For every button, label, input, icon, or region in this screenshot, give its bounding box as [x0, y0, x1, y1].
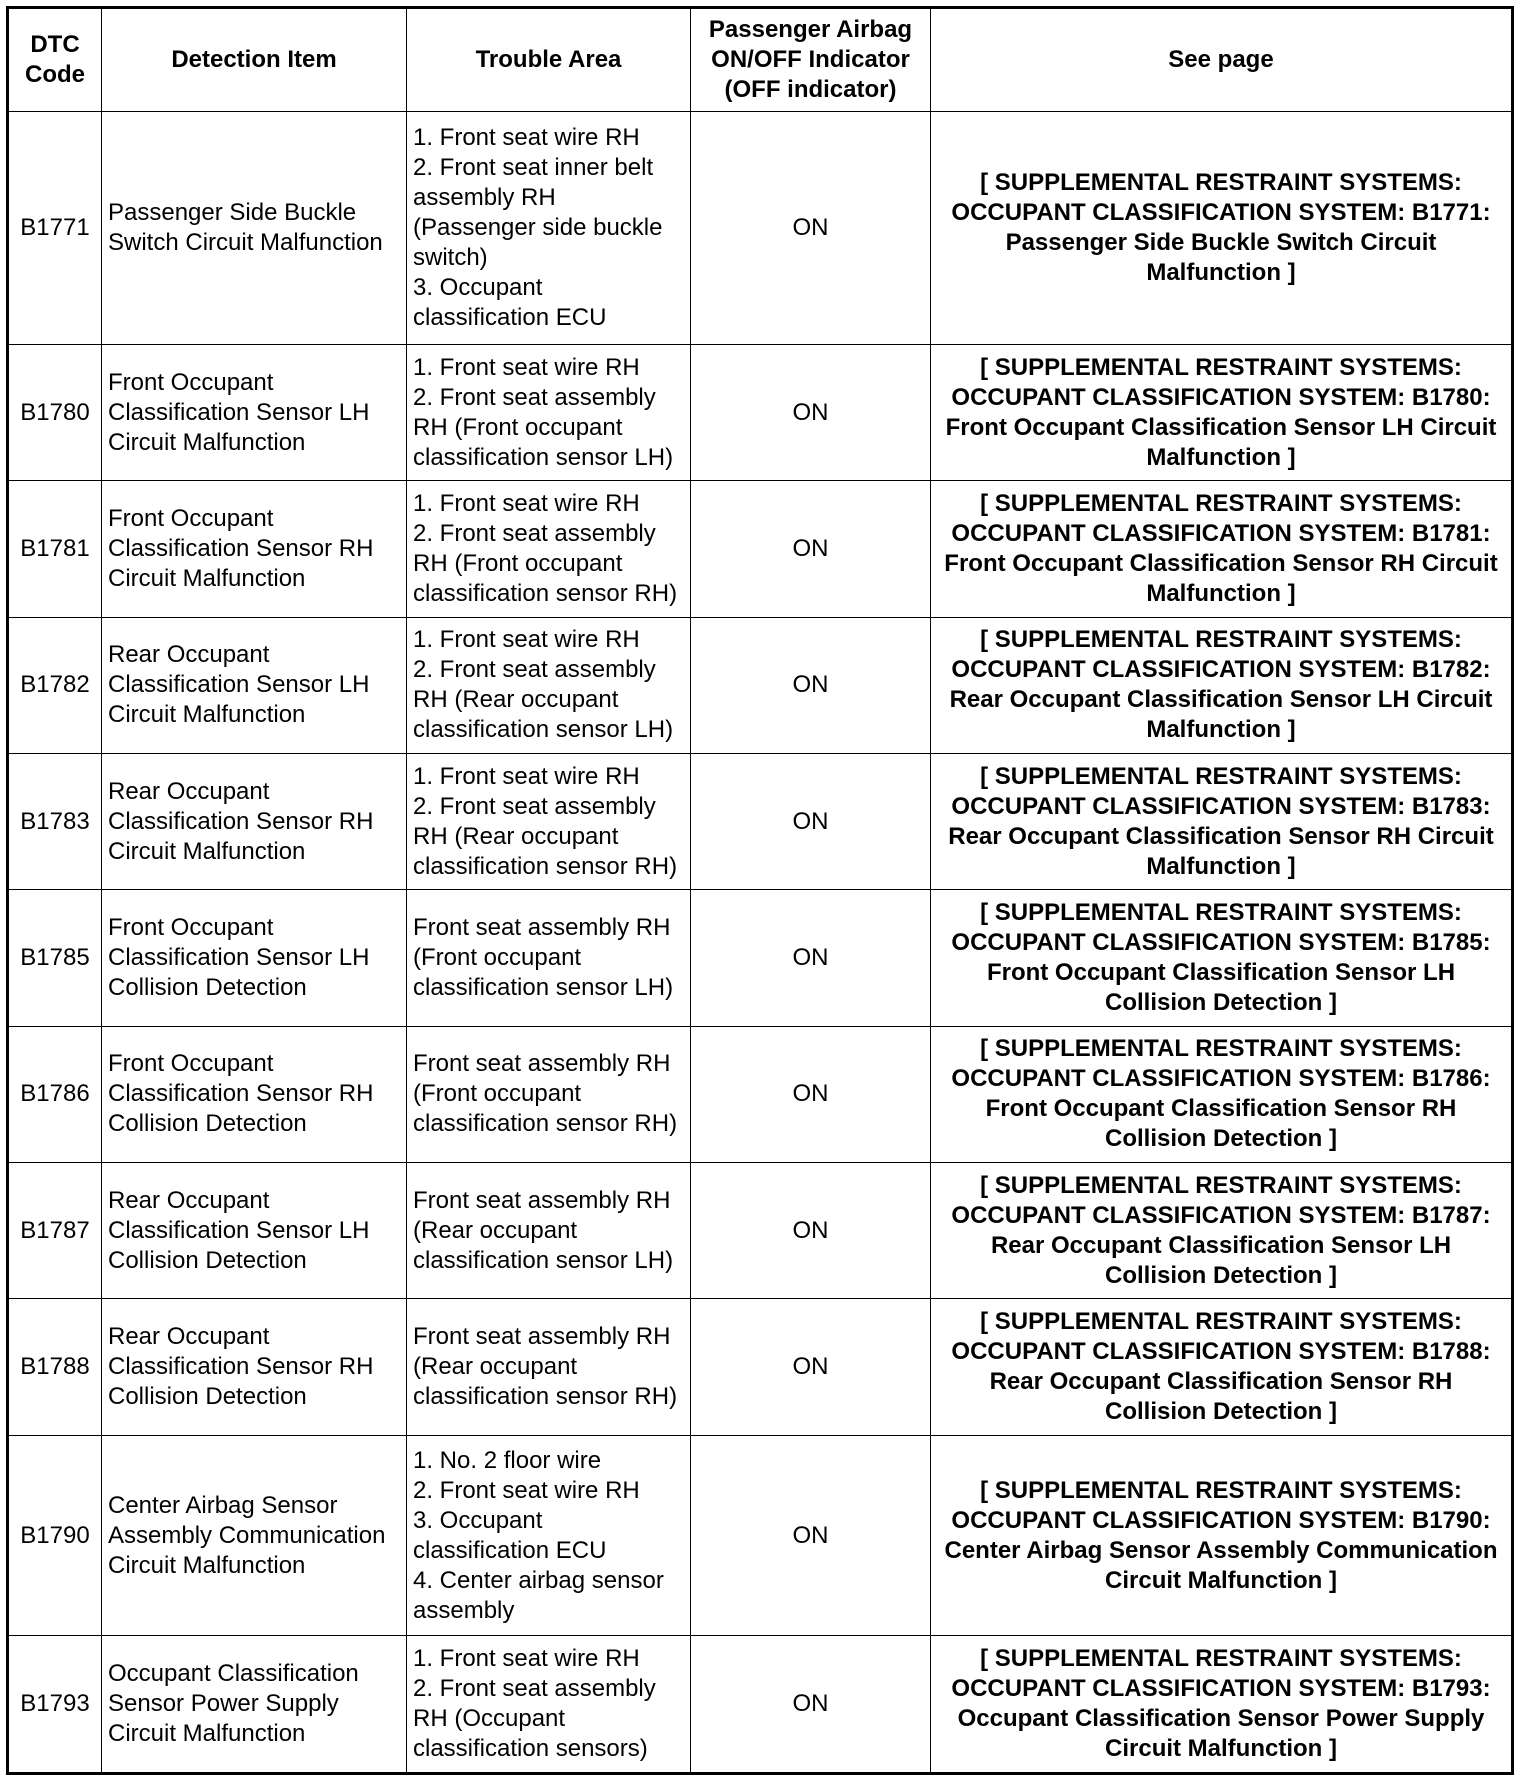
- detection-item-cell: Center Airbag Sensor Assembly Communication Circuit Malfunction: [102, 1435, 407, 1636]
- table-row: [8, 890, 1513, 1026]
- trouble-area-cell: [407, 1435, 691, 1636]
- header-indicator: Passenger Airbag ON/OFF Indicator (OFF indicator): [691, 8, 931, 112]
- table-row: [8, 112, 1513, 345]
- trouble-area-text: 1. Front seat wire RH 2. Front seat assembly RH (Rear occupant classification sensor LH): [413, 626, 674, 744]
- trouble-area-text: Front seat assembly RH (Front occupant classification sensor LH): [413, 914, 674, 1002]
- see-page-link[interactable]: [ SUPPLEMENTAL RESTRAINT SYSTEMS: OCCUPANT CLASSIFICATION SYSTEM: B1790: Center Airbag Sensor Assembly Communication Circuit Malfunction ]: [931, 1435, 1513, 1636]
- detection-item-cell: Front Occupant Classification Sensor RH Collision Detection: [102, 1026, 407, 1162]
- dtc-table: [6, 6, 1514, 1775]
- indicator-cell: ON: [691, 1163, 931, 1299]
- indicator-cell: ON: [691, 344, 931, 480]
- trouble-area-cell: [407, 617, 691, 753]
- see-page-link[interactable]: [ SUPPLEMENTAL RESTRAINT SYSTEMS: OCCUPANT CLASSIFICATION SYSTEM: B1782: Rear Occupant Classification Sensor LH Circuit Malfunction ]: [931, 617, 1513, 753]
- trouble-area-cell: [407, 1163, 691, 1299]
- table-row: [8, 754, 1513, 890]
- trouble-area-text: 1. Front seat wire RH 2. Front seat assembly RH (Occupant classification sensors): [413, 1645, 656, 1763]
- see-page-link[interactable]: [ SUPPLEMENTAL RESTRAINT SYSTEMS: OCCUPANT CLASSIFICATION SYSTEM: B1788: Rear Occupant Classification Sensor RH Collision Detection ]: [931, 1299, 1513, 1435]
- indicator-cell: ON: [691, 754, 931, 890]
- dtc-code-cell: B1783: [8, 754, 102, 890]
- see-page-link[interactable]: [ SUPPLEMENTAL RESTRAINT SYSTEMS: OCCUPANT CLASSIFICATION SYSTEM: B1780: Front Occupant Classification Sensor LH Circuit Malfunction ]: [931, 344, 1513, 480]
- indicator-cell: ON: [691, 617, 931, 753]
- trouble-area-cell: [407, 1299, 691, 1435]
- table-row: [8, 617, 1513, 753]
- detection-item-cell: Passenger Side Buckle Switch Circuit Malfunction: [102, 112, 407, 345]
- trouble-area-text: Front seat assembly RH (Rear occupant classification sensor LH): [413, 1186, 674, 1274]
- see-page-link[interactable]: [ SUPPLEMENTAL RESTRAINT SYSTEMS: OCCUPANT CLASSIFICATION SYSTEM: B1783: Rear Occupant Classification Sensor RH Circuit Malfunction ]: [931, 754, 1513, 890]
- see-page-link[interactable]: [ SUPPLEMENTAL RESTRAINT SYSTEMS: OCCUPANT CLASSIFICATION SYSTEM: B1771: Passenger Side Buckle Switch Circuit Malfunction ]: [931, 112, 1513, 345]
- indicator-cell: ON: [691, 1299, 931, 1435]
- detection-item-cell: Rear Occupant Classification Sensor LH Circuit Malfunction: [102, 617, 407, 753]
- trouble-area-text: 1. Front seat wire RH 2. Front seat assembly RH (Front occupant classification sensor RH): [413, 489, 678, 607]
- dtc-code-cell: B1781: [8, 481, 102, 617]
- trouble-area-text: 1. Front seat wire RH 2. Front seat inner belt assembly RH (Passenger side buckle switch) 3. Occupant classification ECU: [413, 123, 663, 331]
- dtc-code-cell: B1788: [8, 1299, 102, 1435]
- indicator-cell: ON: [691, 112, 931, 345]
- dtc-code-cell: B1786: [8, 1026, 102, 1162]
- header-trouble-area: Trouble Area: [407, 8, 691, 112]
- table-row: [8, 481, 1513, 617]
- header-see-page: See page: [931, 8, 1513, 112]
- see-page-link[interactable]: [ SUPPLEMENTAL RESTRAINT SYSTEMS: OCCUPANT CLASSIFICATION SYSTEM: B1781: Front Occupant Classification Sensor RH Circuit Malfunction ]: [931, 481, 1513, 617]
- dtc-code-cell: B1780: [8, 344, 102, 480]
- trouble-area-cell: [407, 1026, 691, 1162]
- dtc-code-cell: B1785: [8, 890, 102, 1026]
- dtc-code-cell: B1771: [8, 112, 102, 345]
- indicator-cell: ON: [691, 890, 931, 1026]
- table-row: [8, 1435, 1513, 1636]
- table-row: [8, 344, 1513, 480]
- trouble-area-cell: [407, 112, 691, 345]
- trouble-area-cell: [407, 1636, 691, 1774]
- see-page-link[interactable]: [ SUPPLEMENTAL RESTRAINT SYSTEMS: OCCUPANT CLASSIFICATION SYSTEM: B1793: Occupant Classification Sensor Power Supply Circuit Malfunction ]: [931, 1636, 1513, 1774]
- trouble-area-cell: [407, 481, 691, 617]
- table-row: [8, 1636, 1513, 1774]
- trouble-area-cell: [407, 890, 691, 1026]
- detection-item-cell: Rear Occupant Classification Sensor RH Circuit Malfunction: [102, 754, 407, 890]
- indicator-cell: ON: [691, 1026, 931, 1162]
- see-page-link[interactable]: [ SUPPLEMENTAL RESTRAINT SYSTEMS: OCCUPANT CLASSIFICATION SYSTEM: B1785: Front Occupant Classification Sensor LH Collision Detection ]: [931, 890, 1513, 1026]
- detection-item-cell: Rear Occupant Classification Sensor LH Collision Detection: [102, 1163, 407, 1299]
- trouble-area-text: 1. No. 2 floor wire 2. Front seat wire RH 3. Occupant classification ECU 4. Center airbag sensor assembly: [413, 1446, 664, 1624]
- trouble-area-text: 1. Front seat wire RH 2. Front seat assembly RH (Rear occupant classification sensor RH): [413, 762, 678, 880]
- trouble-area-cell: [407, 344, 691, 480]
- trouble-area-cell: [407, 754, 691, 890]
- table-header-row: [8, 8, 1513, 112]
- see-page-link[interactable]: [ SUPPLEMENTAL RESTRAINT SYSTEMS: OCCUPANT CLASSIFICATION SYSTEM: B1786: Front Occupant Classification Sensor RH Collision Detection ]: [931, 1026, 1513, 1162]
- dtc-code-cell: B1793: [8, 1636, 102, 1774]
- indicator-cell: ON: [691, 1435, 931, 1636]
- trouble-area-text: Front seat assembly RH (Rear occupant classification sensor RH): [413, 1323, 678, 1411]
- table-row: [8, 1163, 1513, 1299]
- dtc-code-cell: B1790: [8, 1435, 102, 1636]
- table-row: [8, 1026, 1513, 1162]
- header-dtc-code: DTC Code: [8, 8, 102, 112]
- detection-item-cell: Front Occupant Classification Sensor LH Circuit Malfunction: [102, 344, 407, 480]
- trouble-area-text: Front seat assembly RH (Front occupant classification sensor RH): [413, 1050, 678, 1138]
- dtc-code-cell: B1787: [8, 1163, 102, 1299]
- header-detection-item: Detection Item: [102, 8, 407, 112]
- trouble-area-text: 1. Front seat wire RH 2. Front seat assembly RH (Front occupant classification sensor LH): [413, 353, 674, 471]
- detection-item-cell: Occupant Classification Sensor Power Supply Circuit Malfunction: [102, 1636, 407, 1774]
- dtc-code-cell: B1782: [8, 617, 102, 753]
- detection-item-cell: Rear Occupant Classification Sensor RH Collision Detection: [102, 1299, 407, 1435]
- table-row: [8, 1299, 1513, 1435]
- indicator-cell: ON: [691, 481, 931, 617]
- detection-item-cell: Front Occupant Classification Sensor RH Circuit Malfunction: [102, 481, 407, 617]
- detection-item-cell: Front Occupant Classification Sensor LH Collision Detection: [102, 890, 407, 1026]
- indicator-cell: ON: [691, 1636, 931, 1774]
- see-page-link[interactable]: [ SUPPLEMENTAL RESTRAINT SYSTEMS: OCCUPANT CLASSIFICATION SYSTEM: B1787: Rear Occupant Classification Sensor LH Collision Detection ]: [931, 1163, 1513, 1299]
